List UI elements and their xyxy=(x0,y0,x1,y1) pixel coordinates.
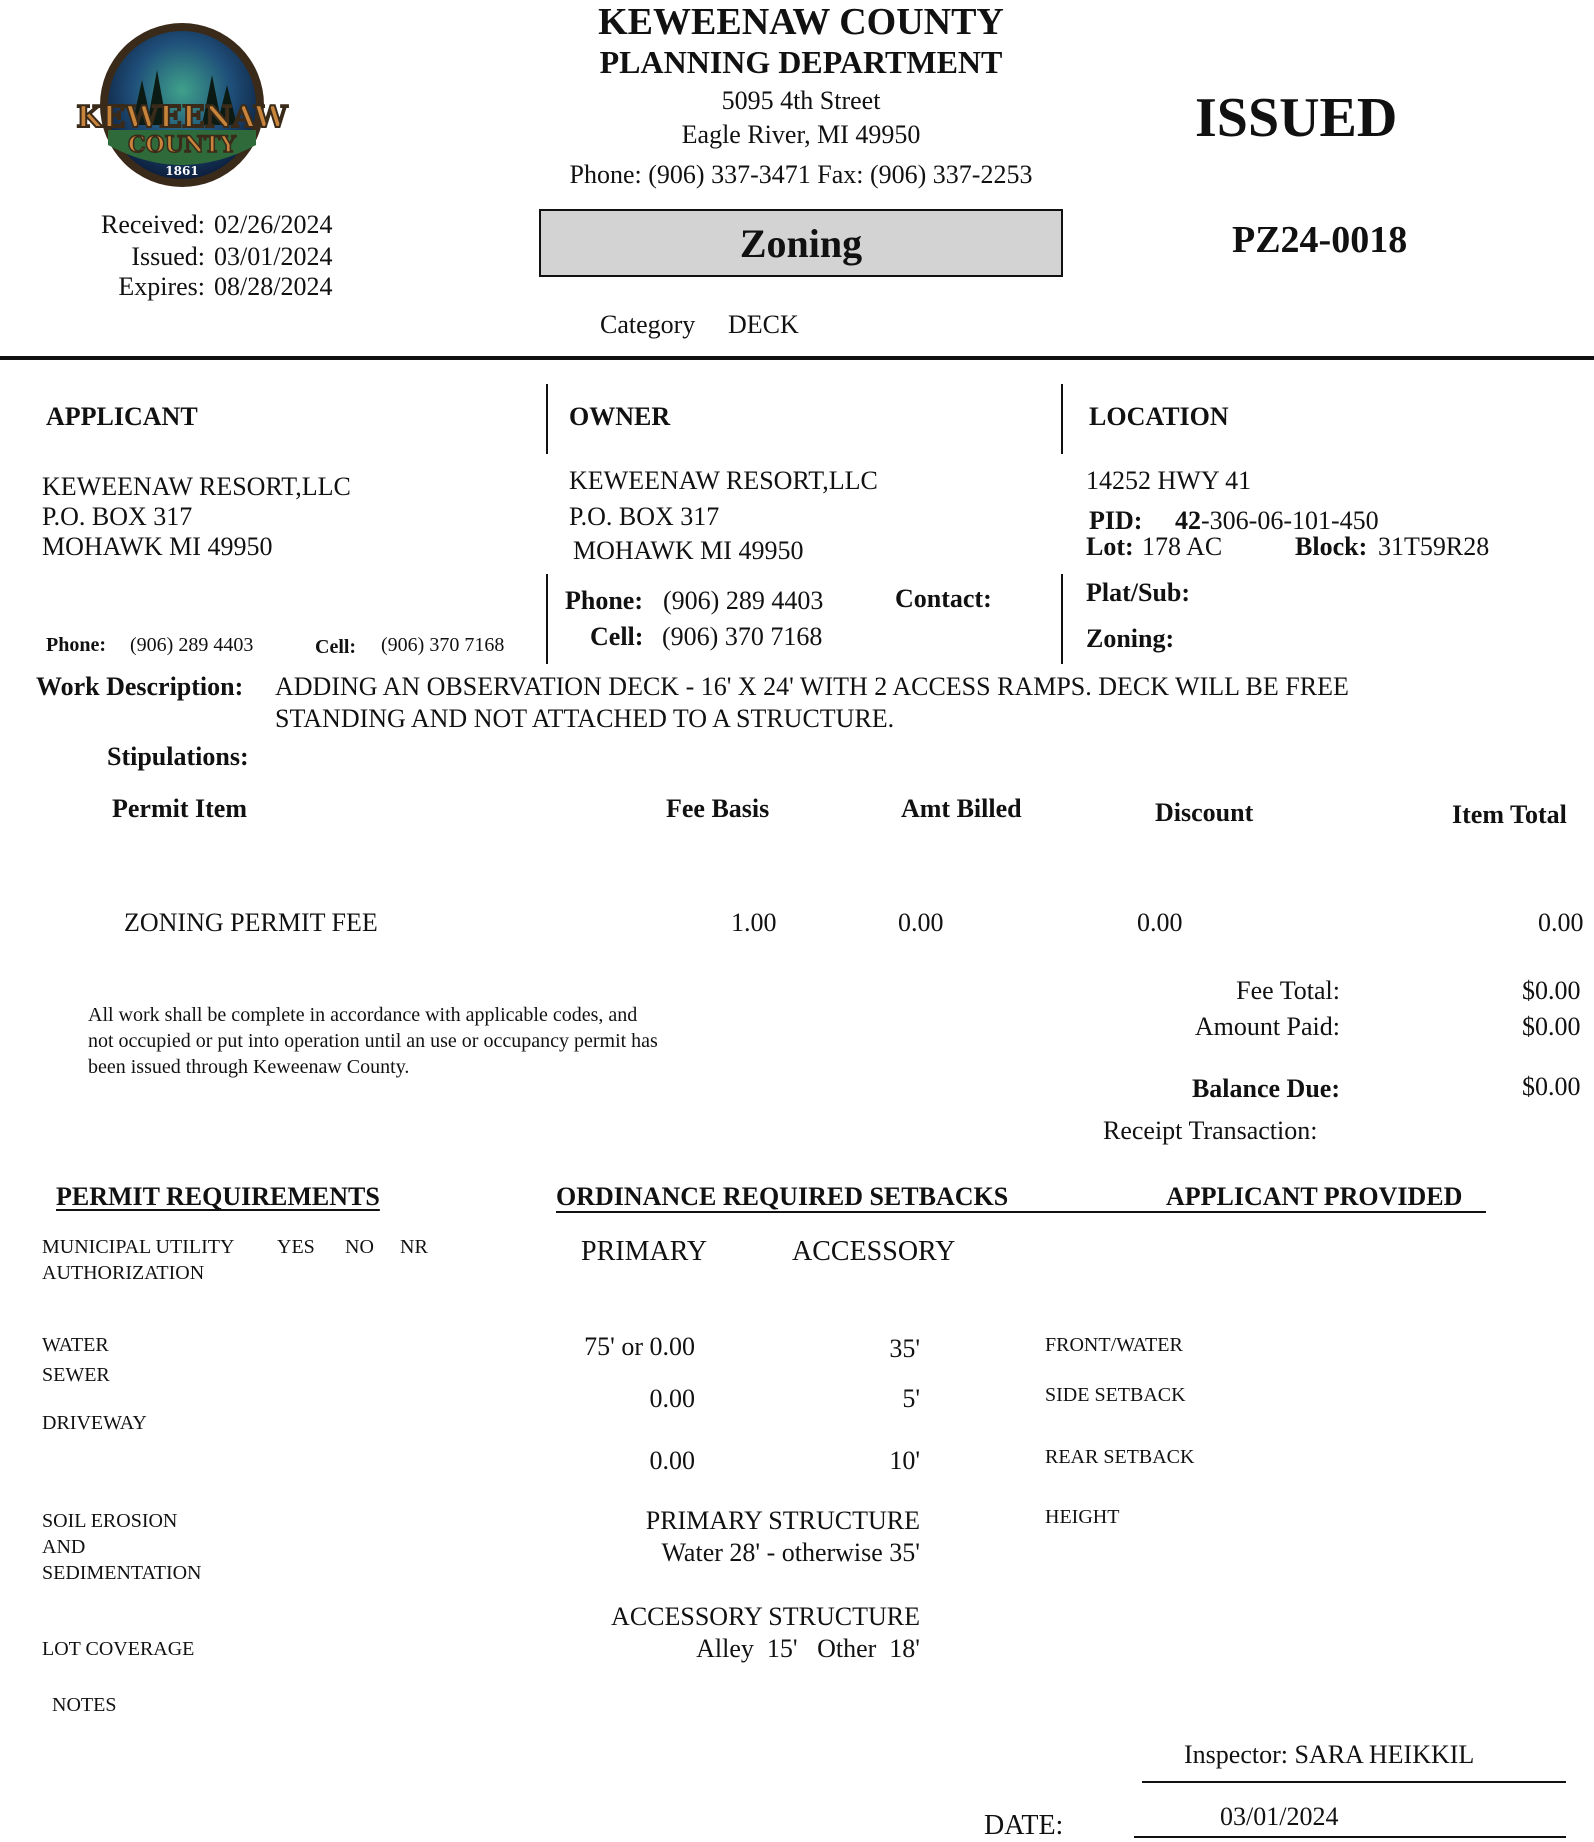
date-label: DATE: xyxy=(984,1810,1064,1841)
lot-coverage-label: LOT COVERAGE xyxy=(42,1638,195,1660)
col-discount: Discount xyxy=(1155,798,1254,827)
setback-front-accessory: 35' xyxy=(889,1334,920,1363)
sedimentation-label: SEDIMENTATION xyxy=(42,1562,202,1584)
applicant-cell-label: Cell: xyxy=(315,636,357,658)
amount-paid-value: $0.00 xyxy=(1522,1012,1581,1041)
permit-number: PZ24-0018 xyxy=(1232,219,1408,261)
phone-fax: Phone: (906) 337-3471 Fax: (906) 337-2253 xyxy=(569,160,1033,189)
issued-date: 03/01/2024 xyxy=(214,242,333,271)
address-line-1: 5095 4th Street xyxy=(721,86,881,115)
divider-left-lower xyxy=(546,574,548,664)
org-name: KEWEENAW COUNTY xyxy=(598,1,1004,43)
fee-row-billed: 0.00 xyxy=(898,908,944,937)
primary-structure-detail: Water 28' - otherwise 35' xyxy=(661,1538,920,1567)
setback-rear-accessory: 10' xyxy=(889,1446,920,1475)
divider-right xyxy=(1061,384,1063,454)
location-heading: LOCATION xyxy=(1089,402,1229,431)
applicant-heading: APPLICANT xyxy=(46,402,198,431)
pid-label: PID: xyxy=(1089,506,1143,535)
block-label: Block: xyxy=(1295,532,1368,561)
applicant-address-2: MOHAWK MI 49950 xyxy=(42,532,273,561)
address-line-2: Eagle River, MI 49950 xyxy=(681,120,921,149)
primary-structure-label: PRIMARY STRUCTURE xyxy=(645,1506,920,1535)
inspector-line xyxy=(1142,1781,1566,1783)
owner-address-1: P.O. BOX 317 xyxy=(569,502,720,531)
block-value: 31T59R28 xyxy=(1378,532,1490,561)
setback-rear-label: REAR SETBACK xyxy=(1045,1446,1195,1468)
fee-total-label: Fee Total: xyxy=(1236,976,1340,1005)
notice-line-2: not occupied or put into operation until an use or occupancy permit has xyxy=(88,1030,658,1052)
fee-row-basis: 1.00 xyxy=(731,908,777,937)
setback-front-primary: 75' or 0.00 xyxy=(584,1332,695,1361)
divider-right-lower xyxy=(1061,574,1063,664)
notes-label: NOTES xyxy=(52,1694,117,1716)
yes-label: YES xyxy=(277,1236,315,1258)
authorization-label: AUTHORIZATION xyxy=(42,1262,205,1284)
county-logo xyxy=(62,20,302,190)
setback-side-primary: 0.00 xyxy=(649,1384,695,1413)
col-fee-basis: Fee Basis xyxy=(666,794,770,823)
nr-label: NR xyxy=(400,1236,428,1258)
expires-date: 08/28/2024 xyxy=(214,272,333,301)
owner-contact-label: Contact: xyxy=(895,584,992,613)
work-description-line-1: ADDING AN OBSERVATION DECK - 16' X 24' WITH 2 ACCESS RAMPS. DECK WILL BE FREE xyxy=(275,672,1349,701)
setbacks-heading: ORDINANCE REQUIRED SETBACKS xyxy=(556,1182,1009,1211)
col-item-total: Item Total xyxy=(1452,800,1567,829)
owner-cell: (906) 370 7168 xyxy=(662,622,823,651)
logo-text-1: KEWEENAW xyxy=(76,100,288,135)
zoning-label: Zoning: xyxy=(1086,624,1175,653)
department-name: PLANNING DEPARTMENT xyxy=(599,44,1003,80)
pid-rest: -306-06-101-450 xyxy=(1201,506,1379,535)
received-label: Received: xyxy=(101,210,205,239)
height-label: HEIGHT xyxy=(1045,1506,1120,1528)
setback-side-label: SIDE SETBACK xyxy=(1045,1384,1186,1406)
soil-and-label: AND xyxy=(42,1536,86,1558)
setback-rear-primary: 0.00 xyxy=(649,1446,695,1475)
water-label: WATER xyxy=(42,1334,109,1356)
owner-heading: OWNER xyxy=(569,402,671,431)
signoff-date: 03/01/2024 xyxy=(1220,1802,1339,1831)
fee-row-total: 0.00 xyxy=(1538,908,1584,937)
sewer-label: SEWER xyxy=(42,1364,110,1386)
primary-heading: PRIMARY xyxy=(581,1236,708,1267)
owner-name: KEWEENAW RESORT,LLC xyxy=(569,466,878,495)
notice-line-1: All work shall be complete in accordance with applicable codes, and xyxy=(88,1004,638,1026)
lot-label: Lot: xyxy=(1086,532,1134,561)
notice-line-3: been issued through Keweenaw County. xyxy=(88,1056,410,1078)
permit-requirements-heading: PERMIT REQUIREMENTS xyxy=(56,1182,380,1211)
applicant-name: KEWEENAW RESORT,LLC xyxy=(42,472,351,501)
receipt-transaction-label: Receipt Transaction: xyxy=(1103,1116,1318,1145)
logo-text-2: COUNTY xyxy=(127,132,237,158)
inspector-name: SARA HEIKKIL xyxy=(1294,1740,1475,1769)
received-date: 02/26/2024 xyxy=(214,210,333,239)
header-divider xyxy=(0,356,1594,360)
fee-row-item: ZONING PERMIT FEE xyxy=(124,908,378,937)
fee-total-value: $0.00 xyxy=(1522,976,1581,1005)
inspector-field xyxy=(1184,1740,1504,1770)
owner-address-2: MOHAWK MI 49950 xyxy=(573,536,804,565)
logo-year: 1861 xyxy=(165,164,199,178)
applicant-cell: (906) 370 7168 xyxy=(381,634,505,656)
no-label: NO xyxy=(345,1236,374,1258)
owner-cell-label: Cell: xyxy=(590,622,644,651)
applicant-phone-label: Phone: xyxy=(46,634,106,656)
work-description-label: Work Description: xyxy=(36,672,244,701)
accessory-heading: ACCESSORY xyxy=(792,1236,956,1267)
issued-label: Issued: xyxy=(131,242,205,271)
permit-type-box: Zoning xyxy=(539,209,1063,277)
fee-row-discount: 0.00 xyxy=(1137,908,1183,937)
divider-left xyxy=(546,384,548,454)
accessory-structure-label: ACCESSORY STRUCTURE xyxy=(611,1602,920,1631)
accessory-structure-detail: Alley 15' Other 18' xyxy=(696,1634,920,1663)
col-permit-item: Permit Item xyxy=(112,794,247,823)
category-label: Category xyxy=(600,310,696,339)
expires-label: Expires: xyxy=(118,272,205,301)
owner-phone: (906) 289 4403 xyxy=(663,586,824,615)
municipal-utility-label: MUNICIPAL UTILITY xyxy=(42,1236,235,1258)
owner-phone-label: Phone: xyxy=(565,586,643,615)
plat-label: Plat/Sub: xyxy=(1086,578,1191,607)
setback-side-accessory: 5' xyxy=(902,1384,920,1413)
applicant-provided-heading: APPLICANT PROVIDED xyxy=(1166,1182,1463,1211)
soil-erosion-label: SOIL EROSION xyxy=(42,1510,178,1532)
work-description-line-2: STANDING AND NOT ATTACHED TO A STRUCTURE. xyxy=(275,704,895,733)
date-line xyxy=(1134,1836,1566,1838)
lot-value: 178 AC xyxy=(1142,532,1223,561)
applicant-address-1: P.O. BOX 317 xyxy=(42,502,193,531)
balance-due-value: $0.00 xyxy=(1522,1072,1581,1101)
balance-due-label: Balance Due: xyxy=(1191,1074,1340,1103)
amount-paid-label: Amount Paid: xyxy=(1194,1012,1340,1041)
status-badge: ISSUED xyxy=(1195,87,1398,149)
driveway-label: DRIVEWAY xyxy=(42,1412,147,1434)
stipulations-label: Stipulations: xyxy=(107,742,249,771)
inspector-label: Inspector: xyxy=(1184,1740,1288,1769)
pid-prefix: 42 xyxy=(1175,506,1201,535)
applicant-phone: (906) 289 4403 xyxy=(130,634,254,656)
location-address: 14252 HWY 41 xyxy=(1086,466,1252,495)
col-amt-billed: Amt Billed xyxy=(901,794,1022,823)
setback-front-label: FRONT/WATER xyxy=(1045,1334,1183,1356)
category-value: DECK xyxy=(728,310,799,339)
